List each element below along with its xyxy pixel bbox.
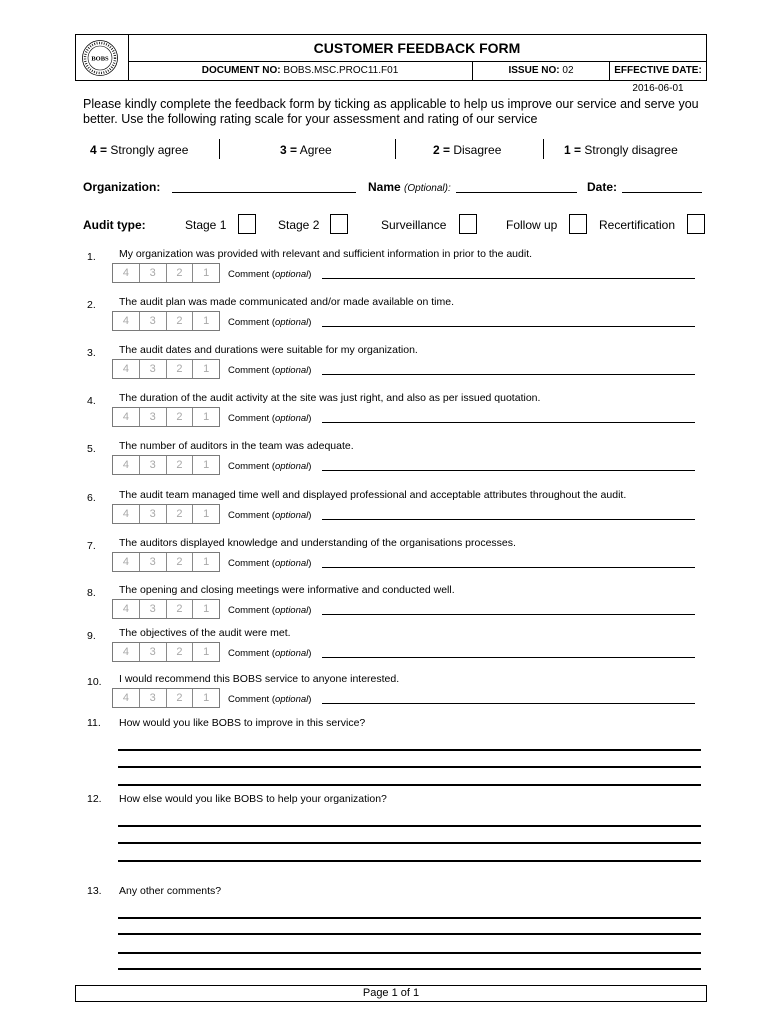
rating-option[interactable]: 4 (113, 360, 140, 378)
comment-optional-text: optional (274, 510, 309, 521)
bobs-seal-logo (81, 39, 119, 77)
comment-field[interactable] (322, 567, 695, 568)
comment-label (228, 694, 311, 705)
question-text: The number of auditors in the team was adequate. (119, 440, 354, 452)
question-number: 9. (87, 630, 96, 642)
answer-line[interactable] (118, 933, 701, 935)
answer-line[interactable] (118, 766, 701, 768)
comment-label (228, 365, 311, 376)
question-text: The auditors displayed knowledge and understanding of the organisations processes. (119, 537, 516, 549)
scale-agree (280, 140, 332, 160)
scale-disagree (433, 140, 501, 160)
rating-option[interactable]: 3 (140, 408, 167, 426)
rating-option[interactable]: 4 (113, 408, 140, 426)
audit-recertification-label: Recertification (599, 218, 676, 232)
rating-option[interactable]: 4 (113, 505, 140, 523)
scale-separator (543, 139, 544, 159)
audit-stage1-checkbox[interactable] (238, 214, 256, 234)
comment-close-paren: ) (308, 648, 312, 659)
rating-option[interactable]: 2 (167, 456, 194, 474)
comment-label (228, 648, 311, 659)
question-number: 1. (87, 251, 96, 263)
rating-selector (112, 407, 220, 427)
comment-close-paren: ) (308, 269, 312, 280)
scale-number: 1 = (564, 143, 582, 157)
organization-label: Organization: (83, 180, 161, 194)
scale-number: 2 = (433, 143, 451, 157)
comment-close-paren: ) (308, 317, 312, 328)
rating-option[interactable]: 3 (140, 264, 167, 282)
rating-option[interactable]: 3 (140, 600, 167, 618)
rating-option[interactable]: 3 (140, 553, 167, 571)
comment-label (228, 510, 311, 521)
rating-option[interactable]: 4 (113, 456, 140, 474)
comment-label (228, 269, 311, 280)
answer-line[interactable] (118, 784, 701, 786)
rating-option[interactable]: 3 (140, 643, 167, 661)
form-title: CUSTOMER FEEDBACK FORM (128, 35, 706, 62)
audit-recertification-checkbox[interactable] (687, 214, 705, 234)
audit-surveillance-checkbox[interactable] (459, 214, 477, 234)
comment-label-text: Comment ( (228, 694, 275, 705)
comment-label-text: Comment ( (228, 461, 275, 472)
rating-option[interactable]: 2 (167, 689, 194, 707)
rating-option[interactable]: 4 (113, 689, 140, 707)
question-number: 4. (87, 395, 96, 407)
comment-field[interactable] (322, 519, 695, 520)
audit-followup-label: Follow up (506, 218, 558, 232)
comment-optional-text: optional (274, 694, 309, 705)
comment-label-text: Comment ( (228, 413, 275, 424)
rating-selector (112, 359, 220, 379)
comment-field[interactable] (322, 422, 695, 423)
question-text: The audit dates and durations were suitable for my organization. (119, 344, 418, 356)
comment-field[interactable] (322, 374, 695, 375)
comment-close-paren: ) (308, 694, 312, 705)
date-field[interactable] (622, 192, 702, 193)
rating-option[interactable]: 1 (203, 603, 210, 615)
question-text: The audit plan was made communicated and/or made available on time. (119, 296, 455, 308)
rating-option[interactable]: 1 (203, 459, 210, 471)
document-header (75, 34, 707, 94)
rating-option[interactable]: 3 (140, 689, 167, 707)
rating-option[interactable]: 3 (140, 505, 167, 523)
comment-label-text: Comment ( (228, 648, 275, 659)
comment-label (228, 413, 311, 424)
question-number: 11. (87, 717, 101, 729)
name-optional-label: (Optional): (404, 183, 451, 194)
logo-cell (76, 35, 129, 80)
question-number: 7. (87, 540, 96, 552)
comment-field[interactable] (322, 614, 695, 615)
document-number-value: BOBS.MSC.PROC11.F01 (283, 65, 399, 76)
question-text: How would you like BOBS to improve in this service? (119, 717, 366, 729)
answer-line[interactable] (118, 917, 701, 919)
comment-optional-text: optional (274, 317, 309, 328)
rating-option[interactable]: 2 (167, 553, 194, 571)
rating-option[interactable]: 1 (203, 646, 210, 658)
comment-optional-text: optional (274, 605, 309, 616)
question-text: Any other comments? (119, 885, 222, 897)
audit-followup-checkbox[interactable] (569, 214, 587, 234)
question-number: 13. (87, 885, 102, 897)
comment-optional-text: optional (274, 365, 309, 376)
audit-stage1-label: Stage 1 (185, 218, 227, 232)
comment-field[interactable] (322, 326, 695, 327)
rating-option[interactable]: 2 (167, 600, 194, 618)
question-number: 12. (87, 793, 102, 805)
scale-separator (219, 139, 220, 159)
rating-option[interactable]: 2 (167, 360, 194, 378)
rating-option[interactable]: 1 (203, 556, 210, 568)
answer-line[interactable] (118, 860, 701, 862)
document-number (128, 62, 473, 80)
scale-label: Disagree (450, 143, 502, 157)
question-number: 3. (87, 347, 96, 359)
rating-option[interactable]: 4 (113, 264, 140, 282)
name-label-text: Name (368, 180, 401, 194)
scale-label: Strongly agree (107, 143, 189, 157)
comment-optional-text: optional (274, 461, 309, 472)
question-text: My organization was provided with relevant and sufficient information in prior to the audit. (119, 248, 533, 260)
scale-label: Strongly disagree (581, 143, 678, 157)
scale-number: 4 = (90, 143, 108, 157)
page-footer: Page 1 of 1 (75, 985, 707, 1002)
comment-label (228, 317, 311, 328)
effective-date (610, 62, 706, 94)
question-number: 5. (87, 443, 96, 455)
comment-optional-text: optional (274, 413, 309, 424)
rating-option[interactable]: 1 (203, 315, 210, 327)
intro-paragraph: Please kindly complete the feedback form by ticking as applicable to help us improve our service and serve you better. Use the following rating scale for your assessment and rating of our service (83, 97, 699, 126)
issue-number-label: ISSUE NO: (508, 65, 560, 76)
answer-line[interactable] (118, 968, 701, 970)
comment-label-text: Comment ( (228, 317, 275, 328)
comment-close-paren: ) (308, 461, 312, 472)
scale-number: 3 = (280, 143, 298, 157)
comment-label-text: Comment ( (228, 269, 275, 280)
audit-surveillance-label: Surveillance (381, 218, 447, 232)
effective-date-label: EFFECTIVE DATE: (614, 65, 702, 76)
rating-option[interactable]: 2 (167, 643, 194, 661)
comment-optional-text: optional (274, 648, 309, 659)
rating-option[interactable]: 2 (167, 505, 194, 523)
scale-separator (395, 139, 396, 159)
rating-option[interactable]: 2 (167, 264, 194, 282)
rating-option[interactable]: 4 (113, 643, 140, 661)
answer-line[interactable] (118, 842, 701, 844)
question-number: 8. (87, 587, 96, 599)
comment-label (228, 605, 311, 616)
document-number-label: DOCUMENT NO: (201, 65, 281, 76)
effective-date-value: 2016-06-01 (632, 83, 684, 94)
comment-close-paren: ) (308, 365, 312, 376)
name-field[interactable] (456, 192, 577, 193)
rating-option[interactable]: 4 (113, 600, 140, 618)
scale-label: Agree (297, 143, 332, 157)
question-text: How else would you like BOBS to help your organization? (119, 793, 387, 805)
comment-field[interactable] (322, 703, 695, 704)
comment-label-text: Comment ( (228, 365, 275, 376)
logo-text: BOBS (91, 55, 109, 63)
rating-selector (112, 504, 220, 524)
comment-label-text: Comment ( (228, 510, 275, 521)
rating-option[interactable]: 1 (203, 411, 210, 423)
question-text: The duration of the audit activity at the site was just right, and also as per issued quotation. (119, 392, 541, 404)
rating-selector (112, 263, 220, 283)
rating-option[interactable]: 4 (113, 553, 140, 571)
question-text: The audit team managed time well and displayed professional and acceptable attributes throughout the audit. (119, 489, 627, 501)
rating-option[interactable]: 3 (140, 312, 167, 330)
rating-option[interactable]: 3 (140, 360, 167, 378)
rating-option[interactable]: 4 (113, 312, 140, 330)
rating-selector (112, 552, 220, 572)
rating-selector (112, 455, 220, 475)
comment-optional-text: optional (274, 558, 309, 569)
question-text: The objectives of the audit were met. (119, 627, 291, 639)
audit-stage2-label: Stage 2 (278, 218, 320, 232)
audit-type-label: Audit type: (83, 218, 146, 232)
rating-option[interactable]: 1 (203, 692, 210, 704)
comment-close-paren: ) (308, 605, 312, 616)
rating-option[interactable]: 3 (140, 456, 167, 474)
rating-option[interactable]: 1 (203, 363, 210, 375)
rating-selector (112, 688, 220, 708)
question-number: 2. (87, 299, 96, 311)
question-text: I would recommend this BOBS service to anyone interested. (119, 673, 400, 685)
comment-close-paren: ) (308, 413, 312, 424)
rating-option[interactable]: 1 (203, 267, 210, 279)
answer-line[interactable] (118, 952, 701, 954)
rating-selector (112, 311, 220, 331)
date-label: Date: (587, 180, 618, 194)
comment-close-paren: ) (308, 510, 312, 521)
comment-optional-text: optional (274, 269, 309, 280)
comment-field[interactable] (322, 278, 695, 279)
comment-label-text: Comment ( (228, 605, 275, 616)
rating-option[interactable]: 1 (203, 508, 210, 520)
rating-option[interactable]: 2 (167, 408, 194, 426)
comment-label (228, 558, 311, 569)
question-text: The opening and closing meetings were informative and conducted well. (119, 584, 455, 596)
comment-label (228, 461, 311, 472)
rating-option[interactable]: 2 (167, 312, 194, 330)
scale-strongly-agree (90, 140, 188, 160)
scale-strongly-disagree (564, 140, 678, 160)
issue-number-value: 02 (562, 65, 574, 76)
question-number: 10. (87, 676, 102, 688)
organization-field[interactable] (172, 192, 356, 193)
comment-close-paren: ) (308, 558, 312, 569)
question-number: 6. (87, 492, 96, 504)
name-label (368, 179, 451, 197)
rating-selector (112, 642, 220, 662)
comment-field[interactable] (322, 657, 695, 658)
comment-field[interactable] (322, 470, 695, 471)
comment-label-text: Comment ( (228, 558, 275, 569)
answer-line[interactable] (118, 749, 701, 751)
answer-line[interactable] (118, 825, 701, 827)
audit-stage2-checkbox[interactable] (330, 214, 348, 234)
issue-number (473, 62, 610, 80)
rating-selector (112, 599, 220, 619)
